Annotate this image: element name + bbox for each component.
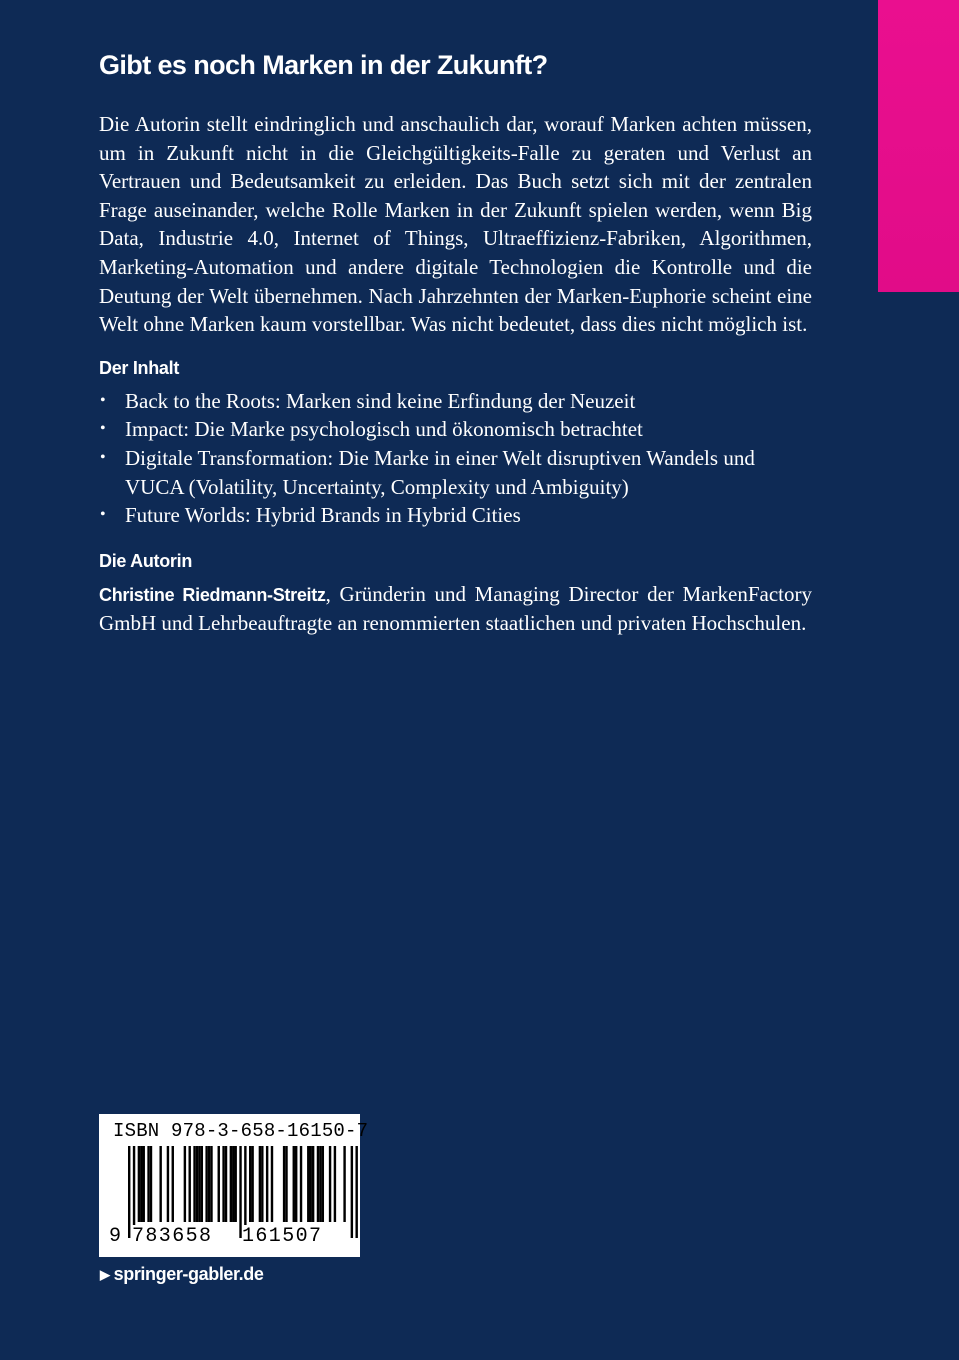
list-item: • Future Worlds: Hybrid Brands in Hybrid Cities (99, 501, 812, 530)
barcode-bar (184, 1146, 186, 1222)
barcode-bar (193, 1146, 195, 1222)
contents-heading: Der Inhalt (99, 357, 180, 378)
barcode-bar (208, 1146, 210, 1222)
book-description: Die Autorin stellt eindringlich und anschaulich dar, worauf Marken achten müssen, um in Zukunft nicht in die Gleichgültigkeits-Falle zu geraten und Verlust an Vertrauen und Bedeutsamkeit zu erleiden. Das Buch setzt sich mit der zentralen Frage auseinander, welche Rolle Marken in der Zukunft spielen werden, wenn Big Data, Industrie 4.0, Internet of Things, Ultraeffizienz-Fabriken, Algorithmen, Marketing-Automation und andere digitale Technologien die Kontrolle und die Deutung der Welt übernehmen. Nach Jahrzehnten der Marken-Euphorie scheint eine Welt ohne Marken kaum vorstellbar. Was nicht bedeutet, dass dies nicht möglich ist. (99, 112, 812, 337)
barcode-bar (334, 1146, 336, 1222)
barcode-bar (140, 1146, 142, 1222)
website-label: springer-gabler.de (113, 1264, 264, 1284)
barcode-guard-bar (351, 1146, 353, 1238)
ean-first-digit: 9 (109, 1225, 122, 1248)
barcode-bar (317, 1146, 319, 1222)
barcode-bar (271, 1146, 273, 1222)
author-bio-paragraph (99, 580, 812, 638)
barcode-bar (159, 1146, 161, 1222)
barcode-guard-bar (355, 1146, 357, 1238)
arrow-right-icon: ▶ (100, 1267, 110, 1282)
accent-tab (878, 0, 959, 292)
book-title: Gibt es noch Marken in der Zukunft? (99, 50, 548, 80)
isbn-text: ISBN 978-3-658-16150-7 (113, 1120, 369, 1142)
list-item: • Impact: Die Marke psychologisch und ökonomisch betrachtet (99, 415, 812, 444)
barcode-bar (343, 1146, 345, 1222)
barcode-bar (234, 1146, 236, 1222)
barcode-guard-bar (128, 1146, 130, 1238)
author-name: Christine Riedmann-Streitz (99, 584, 326, 605)
barcode-bar (312, 1146, 314, 1222)
barcode-bar (205, 1146, 207, 1222)
barcode-bar (319, 1146, 321, 1222)
barcode-bar (147, 1146, 149, 1222)
barcode-bar (310, 1146, 312, 1222)
barcode-bar (295, 1146, 297, 1222)
barcode-bar (249, 1146, 251, 1222)
ean-right-digits: 161507 (242, 1225, 323, 1248)
barcode-bar (167, 1146, 169, 1222)
barcode-bar (266, 1146, 268, 1222)
barcode-bar (283, 1146, 285, 1222)
barcode-bar (259, 1146, 261, 1222)
barcode-bar (329, 1146, 331, 1222)
barcode-bar (222, 1146, 224, 1222)
barcode-bar (210, 1146, 212, 1222)
barcode-bar (172, 1146, 174, 1222)
barcode-bar (251, 1146, 253, 1222)
list-item: • Digitale Transformation: Die Marke in einer Welt disruptiven Wandels und VUCA (Volatility, Uncertainty, Complexity und Ambiguity) (99, 444, 812, 501)
barcode-bar (261, 1146, 263, 1222)
barcode-bar (189, 1146, 191, 1222)
barcode-bar (230, 1146, 232, 1222)
isbn-barcode (99, 1114, 369, 1257)
ean-left-digits: 783658 (132, 1225, 213, 1248)
list-item: • Back to the Roots: Marken sind keine Erfindung der Neuzeit (99, 387, 812, 416)
barcode-bar (201, 1146, 203, 1222)
barcode-bar (322, 1146, 324, 1222)
author-heading: Die Autorin (99, 550, 193, 571)
barcode-bar (300, 1146, 302, 1222)
contents-list (99, 387, 812, 530)
barcode-bar (225, 1146, 227, 1222)
barcode-bar (218, 1146, 220, 1222)
barcode-bar (285, 1146, 287, 1222)
barcode-bar (150, 1146, 152, 1222)
back-cover-text (99, 44, 812, 638)
author-bio: , Gründerin und Managing Director der MarkenFactory GmbH und Lehrbeauftragte an renommierten staatlichen und privaten Hochschulen. (99, 581, 813, 636)
barcode-bar (196, 1146, 198, 1222)
barcode-bar (293, 1146, 295, 1222)
barcode-bar (198, 1146, 200, 1222)
barcode-bar (138, 1146, 140, 1222)
publisher-website[interactable] (100, 1261, 263, 1288)
barcode-bar (232, 1146, 234, 1222)
barcode-bar (307, 1146, 309, 1222)
barcode-bar (143, 1146, 145, 1222)
